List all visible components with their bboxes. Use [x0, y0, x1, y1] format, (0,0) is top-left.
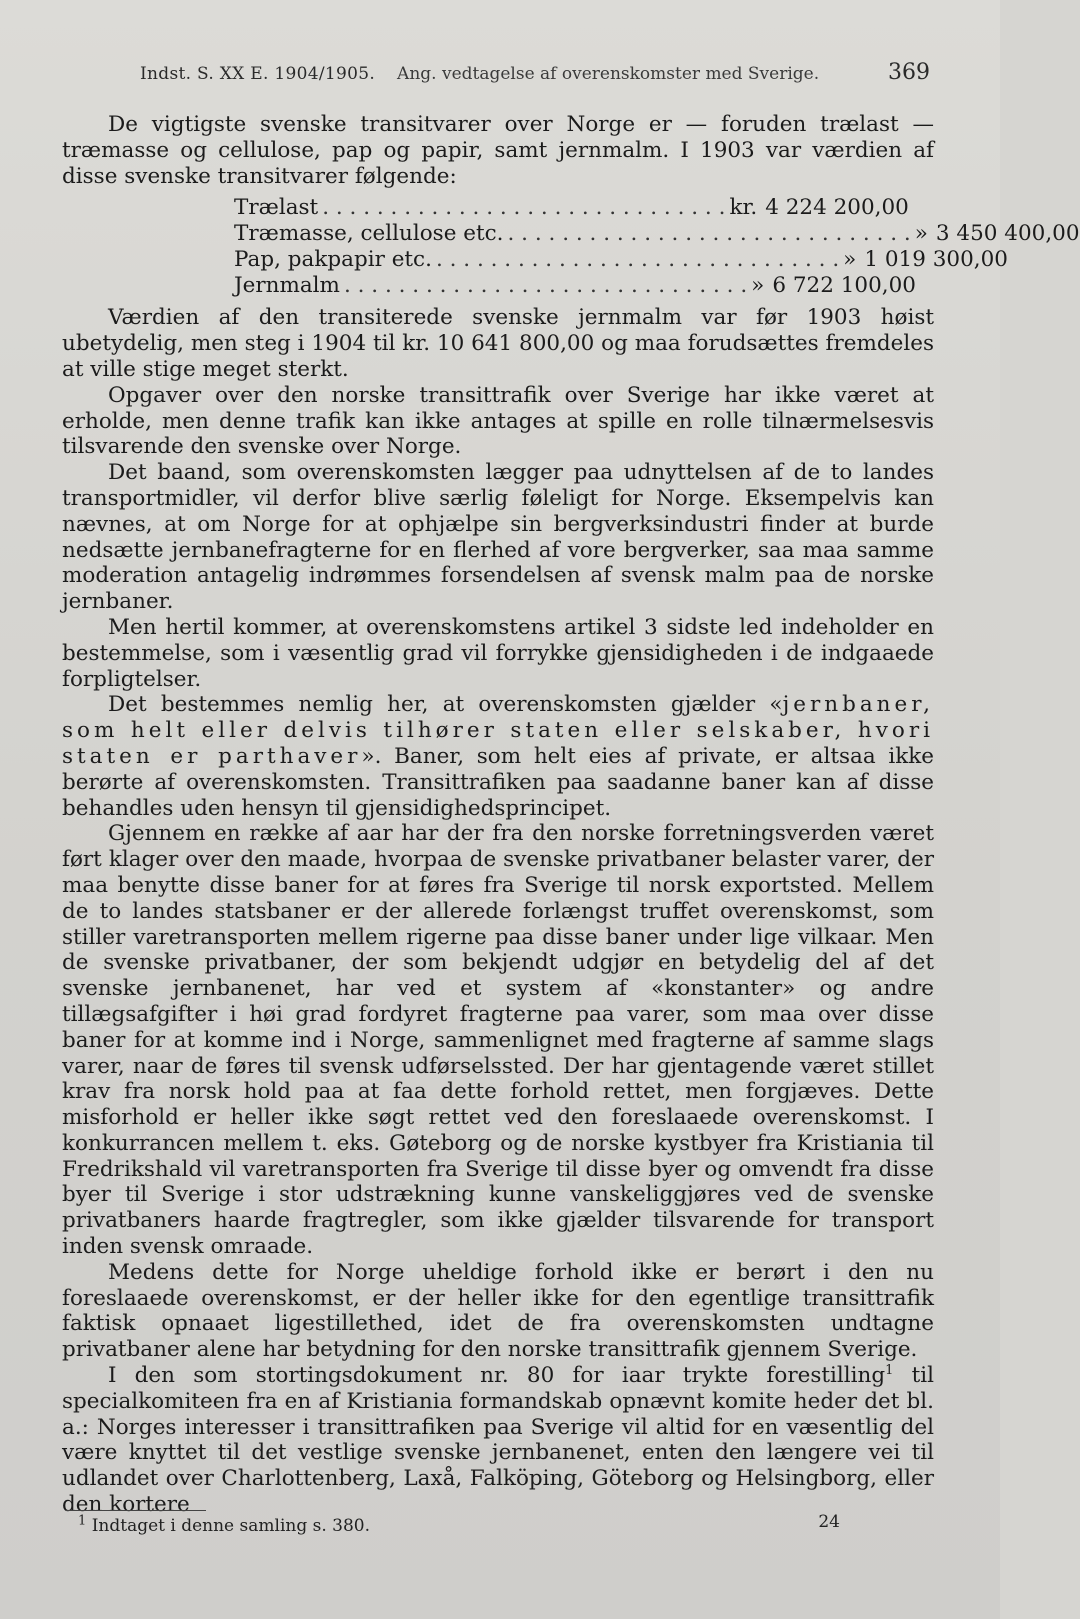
goods-label: Jernmalm [234, 273, 340, 299]
intro-paragraph: De vigtigste svenske transitvarer over Norge er — foruden trælast — træmasse og cellulose, pap og papir, samt jernmalm. I 1903 var værdien af disse svenske transitvarer følgende: [62, 112, 934, 189]
running-header [140, 60, 930, 85]
header-reference: Indst. S. XX E. 1904/1905. [140, 64, 376, 84]
amount: 3 450 400,00 [935, 221, 1080, 247]
provision-text-end: ». Baner, som helt eies af private, er altsaa ikke berørte af overenskomsten. Transittrafiken paa saadanne baner kan af disse behandles uden hensyn til gjensidighedsprincipet. [62, 743, 934, 821]
table-row [234, 195, 909, 221]
transit-goods-table [234, 195, 1080, 299]
body-text [62, 112, 1080, 1518]
currency: kr. [729, 195, 758, 221]
paragraph-equality: Medens dette for Norge uheldige forhold ikke er berørt i den nu foreslaaede overenskomst, er der heller ikke for den egentlige transittrafik faktisk opnaaet ligestillethed, idet de fra overenskomsten undtagne privatbaner alene har betydning for den norske transittrafik gjennem Sverige. [62, 1259, 934, 1363]
table-row [234, 221, 1080, 247]
footnote-text: Indtaget i denne samling s. 380. [91, 1516, 370, 1536]
paragraph-private-railways: Gjennem en række af aar har der fra den norske forretningsverden været ført klager over den maade, hvorpaa de svenske privatbaner belaster varer, der maa benytte disse baner for at føres fra Sverige til norsk exportsted. Mellem de to landes statsbaner er der allerede forlængst truffet overenskomst, som stiller varetransporten mellem rigerne paa disse baner under lige vilkaar. Men de svenske privatbaner, der som bekjendt udgjør en betydelig del af det svenske jernbanenet, har ved et system af «konstanter» og andre tillægsafgifter i høi grad fordyret fragterne paa varer, som maa over disse baner for at komme ind i Norge, sammenlignet med fragterne af samme slags varer, naar de føres til svensk udførselssted. Der har gjentagende været stillet krav fra norsk hold paa at faa dette forhold rettet, men forgjæves. Dette misforhold er heller ikke søgt rettet ved den foreslaaede overenskomst. I konkurrancen mellem t. eks. Gøteborg og de norske kystbyer fra Kristiania til Fredrikshald vil varetransporten fra Sverige til disse byer og omvendt fra disse byer til Sverige i stor udstrækning kunne vanskeliggjøres ved de svenske privatbaners haarde fragtregler, som ikke gjælder tilsvarende for transport inden svensk omraade. [62, 821, 934, 1260]
paragraph-norwegian-transit: Opgaver over den norske transittrafik over Sverige har ikke været at erholde, men denne trafik kan ikke antages at spille en rolle tilnærmelsesvis tilsvarende den svenske over Norge. [62, 382, 934, 460]
footnote [78, 1513, 370, 1536]
footnote-rule [66, 1510, 206, 1511]
currency: » [914, 221, 928, 247]
committee-text-start: I den som stortingsdokument nr. 80 for iaar trykte forestilling [108, 1363, 886, 1389]
sheet-number: 24 [818, 1512, 840, 1532]
leader-dots: . . . . . . . . . . . . . . . . . . . . . . . . . . . . . . [322, 195, 726, 221]
table-row [234, 273, 916, 299]
goods-label: Trælast [234, 195, 319, 221]
leader-dots: . . . . . . . . . . . . . . . . . . . . . . . . . . . . . . [343, 273, 748, 299]
paragraph-article-3: Men hertil kommer, at overenskomstens artikel 3 sidste led indeholder en bestemmelse, som i væsentlig grad vil forrykke gjensidigheden i de indgaaede forpligtelser. [62, 614, 934, 692]
page-number: 369 [888, 60, 930, 85]
committee-text-end: til specialkomiteen fra en af Kristiania formandskab opnævnt komite heder det bl. a.: Norges interesser i transittrafiken paa Sverige vil altid for en væsentlig del være knyttet til det vestlige svenske jernbanenet, enten den længere vei til udlandet over Charlottenberg, Laxå, Falköping, Göteborg og Helsingborg, eller den kortere [62, 1363, 934, 1518]
currency: » [751, 273, 765, 299]
amount: 1 019 300,00 [864, 247, 1008, 273]
paragraph-provision [62, 692, 934, 821]
amount: 6 722 100,00 [772, 273, 916, 299]
provision-text-start: Det bestemmes nemlig her, at overenskomsten gjælder « [108, 692, 783, 718]
footnote-reference: 1 [885, 1362, 894, 1378]
goods-label: Pap, pakpapir etc. [234, 247, 432, 273]
goods-label: Træmasse, cellulose etc. [234, 221, 504, 247]
paragraph-iron-ore: Værdien af den transiterede svenske jernmalm var før 1903 høist ubetydelig, men steg i 1904 til kr. 10 641 800,00 og maa forudsættes fremdeles at ville stige meget sterkt. [62, 305, 934, 382]
footnote-marker: 1 [78, 1513, 87, 1529]
paragraph-transport-bond: Det baand, som overenskomsten lægger paa udnyttelsen af de to landes transportmidler, vil derfor blive særlig føleligt for Norge. Eksempelvis kan nævnes, at om Norge for at ophjælpe sin bergverksindustri finder at burde nedsætte jernbanefragterne for en flerhed af vore bergverker, saa maa samme moderation antagelig indrømmes forsendelsen af svensk malm paa de norske jernbaner. [62, 460, 934, 615]
leader-dots: . . . . . . . . . . . . . . . . . . . . . . . . . . . . . . [435, 247, 840, 273]
amount: 4 224 200,00 [765, 195, 909, 221]
currency: » [843, 247, 857, 273]
paragraph-committee [62, 1363, 934, 1518]
provision-quote: jernbaner, som helt eller delvis tilhører staten eller selskaber, hvori staten er parthaver [62, 692, 934, 769]
table-row [234, 247, 1008, 273]
leader-dots: . . . . . . . . . . . . . . . . . . . . . . . . . . . . . . [507, 221, 911, 247]
header-title: Ang. vedtagelse af overenskomster med Sverige. [397, 64, 820, 84]
